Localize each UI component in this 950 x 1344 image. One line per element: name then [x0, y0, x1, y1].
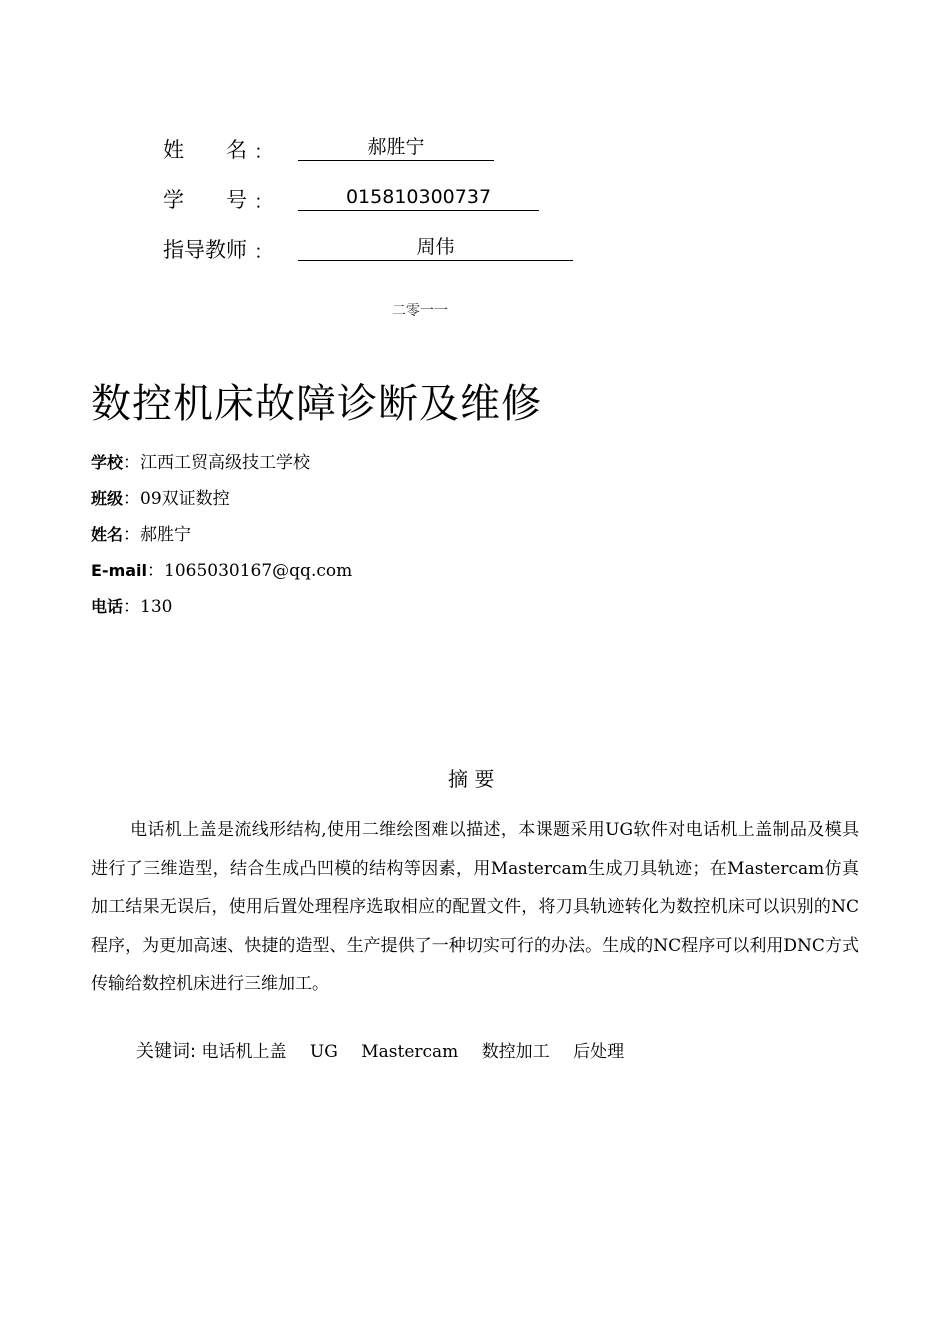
phone-colon: ：: [123, 597, 141, 617]
name-colon: ：: [254, 141, 274, 163]
keyword-item: 后处理: [573, 1042, 625, 1062]
advisor-colon: ：: [254, 241, 274, 263]
class-row: [91, 484, 230, 509]
email-value: 1065030167@qq.com: [164, 561, 353, 581]
school-row: [91, 448, 310, 473]
document-title: 数控机床故障诊断及维修: [91, 381, 542, 427]
student-id-label: 学 号: [163, 188, 247, 212]
student-name-value: 郝胜宁: [140, 525, 192, 545]
abstract-paragraph: 电话机上盖是流线形结构,使用二维绘图难以描述，本课题采用UG软件对电话机上盖制品及模具进行了三维造型，结合生成凸凹模的结构等因素，用Mastercam生成刀具轨迹；在Mastercam仿真加工结果无误后，使用后置处理程序选取相应的配置文件，将刀具轨迹转化为数控机床可以识别的NC程序，为更加高速、快捷的造型、生产提供了一种切实可行的办法。生成的NC程序可以利用DNC方式传输给数控机床进行三维加工。: [91, 820, 859, 994]
abstract-heading: 摘 要: [448, 767, 495, 791]
email-label: E-mail: [91, 561, 148, 580]
keyword-item: UG: [309, 1042, 338, 1062]
student-name-label: 姓名: [91, 525, 124, 544]
student-id-colon: ：: [254, 191, 274, 213]
school-label: 学校: [91, 453, 124, 472]
name-label: 姓 名: [163, 138, 247, 162]
keywords-label: 关键词:: [136, 1041, 197, 1062]
keywords-row: [136, 1037, 642, 1063]
keyword-item: 数控加工: [481, 1042, 550, 1062]
email-row: [91, 556, 352, 581]
class-value: 09双证数控: [140, 489, 230, 509]
school-value: 江西工贸高级技工学校: [140, 453, 311, 473]
email-colon: ：: [147, 561, 165, 581]
advisor-value: 周伟: [298, 234, 573, 261]
school-colon: ：: [123, 453, 141, 473]
phone-row: [91, 592, 172, 617]
keyword-item: 电话机上盖: [201, 1042, 287, 1062]
phone-label: 电话: [91, 597, 124, 616]
class-colon: ：: [123, 489, 141, 509]
class-label: 班级: [91, 489, 124, 508]
name-value: 郝胜宁: [298, 134, 494, 161]
abstract-body: [91, 811, 859, 1004]
student-name-row: [91, 520, 191, 545]
advisor-label: 指导教师: [163, 238, 247, 262]
phone-value: 130: [140, 597, 173, 617]
student-id-value: 015810300737: [298, 184, 539, 211]
year-text: 二零一一: [392, 303, 448, 319]
student-name-colon: ：: [123, 525, 141, 545]
keyword-item: Mastercam: [361, 1042, 459, 1062]
